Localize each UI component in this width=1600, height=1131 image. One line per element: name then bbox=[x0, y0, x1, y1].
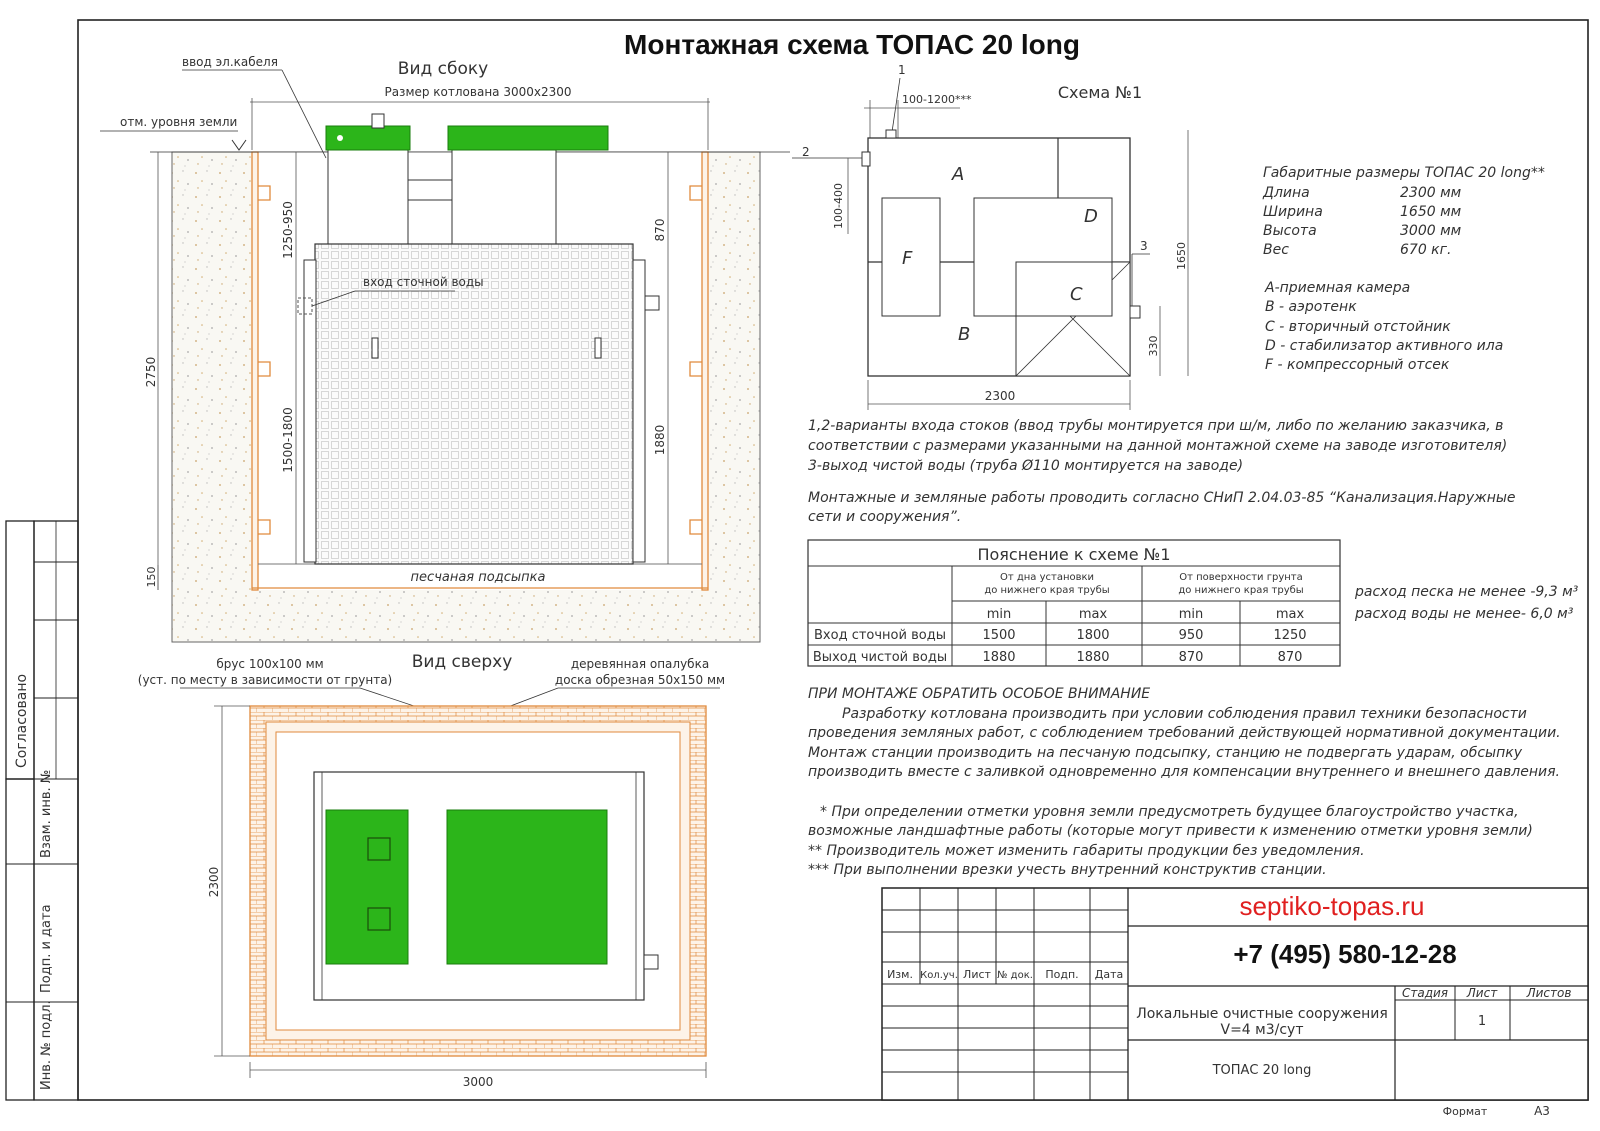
attention-line-2: Монтаж станции производить на песчаную подсыпку, станцию не подвергать ударам, обсыпку bbox=[808, 745, 1522, 761]
site-link[interactable]: septiko-topas.ru bbox=[1239, 891, 1425, 921]
mark-3: 3 bbox=[1140, 239, 1148, 253]
scheme-label: Схема №1 bbox=[1057, 83, 1143, 102]
specs-block bbox=[1262, 165, 1545, 373]
lid-large bbox=[448, 126, 608, 150]
footnote-3: *** При выполнении врезки учесть внутренний конструктив станции. bbox=[808, 862, 1327, 878]
specs-heading: Габаритные размеры ТОПАС 20 long** bbox=[1263, 165, 1545, 181]
inflow-label: вход сточной воды bbox=[363, 275, 484, 289]
attention-line-3: производить вместе с заливкой одновременно для компенсации внутреннего и внешнего давления. bbox=[808, 764, 1560, 780]
table-title: Пояснение к схеме №1 bbox=[977, 545, 1171, 564]
dim-2300-scheme: 2300 bbox=[984, 389, 1016, 403]
spec-name-2: Высота bbox=[1263, 223, 1317, 239]
stamp-col-3: № док. bbox=[997, 970, 1033, 981]
spec-name-1: Ширина bbox=[1263, 204, 1323, 220]
sheet-number: 1 bbox=[1477, 1014, 1487, 1029]
footnote-0: * При определении отметки уровня земли предусмотреть будущее благоустройство участка, bbox=[820, 804, 1519, 820]
dim-1880: 1880 bbox=[653, 424, 667, 456]
stamp-col-5: Дата bbox=[1094, 968, 1124, 981]
row1-v0: 1880 bbox=[982, 650, 1016, 665]
soil-bottom bbox=[172, 590, 760, 642]
dim-100-1200: 100-1200*** bbox=[902, 93, 972, 106]
lid-top-small bbox=[326, 810, 408, 964]
spec-value-3: 670 кг. bbox=[1400, 242, 1452, 258]
zone-a: A bbox=[952, 164, 965, 185]
spec-value-1: 1650 мм bbox=[1400, 204, 1462, 220]
note2-line-0: Монтажные и земляные работы проводить согласно СНиП 2.04.03-85 “Канализация.Наружные bbox=[808, 490, 1516, 506]
notes-block bbox=[808, 418, 1516, 525]
row-label-1: Выход чистой воды bbox=[812, 650, 948, 665]
board-label: доска обрезная 50х150 мм bbox=[554, 673, 726, 687]
beam-note: (уст. по месту в зависимости от грунта) bbox=[137, 673, 393, 687]
row1-v1: 1880 bbox=[1076, 650, 1110, 665]
sign-date-label: Подп. и дата bbox=[39, 904, 54, 993]
zone-f: F bbox=[902, 248, 913, 269]
spec-name-3: Вес bbox=[1263, 242, 1289, 258]
page-title: Монтажная схема ТОПАС 20 long bbox=[624, 29, 1080, 60]
legend-c: C - вторичный отстойник bbox=[1265, 319, 1451, 335]
soil-left bbox=[172, 152, 252, 642]
sand-consumption: расход песка не менее -9,3 м³ bbox=[1355, 584, 1579, 600]
mark-2: 2 bbox=[802, 145, 810, 159]
note1-line-2: 3-выход чистой воды (труба Ø110 монтируется на заводе) bbox=[808, 458, 1244, 474]
desc-line-2: V=4 м3/сут bbox=[1220, 1022, 1304, 1038]
phone-number[interactable]: +7 (495) 580-12-28 bbox=[1233, 939, 1457, 969]
format-value: А3 bbox=[1534, 1104, 1550, 1118]
stage-label: Стадия bbox=[1401, 986, 1449, 1000]
approved-label: Согласовано bbox=[14, 673, 30, 768]
inv-no-label: Инв. № подл. bbox=[39, 1000, 54, 1090]
explanation-table bbox=[808, 540, 1340, 666]
stamp-col-1: Кол.уч. bbox=[920, 970, 958, 981]
scheme-1 bbox=[792, 63, 1188, 410]
beam-label: брус 100х100 мм bbox=[216, 657, 324, 671]
sheets-label: Листов bbox=[1526, 986, 1572, 1000]
spec-value-0: 2300 мм bbox=[1400, 185, 1462, 201]
attention-line-0: Разработку котлована производить при условии соблюдения правил техники безопасности bbox=[842, 706, 1527, 722]
dim-2300-top: 2300 bbox=[207, 866, 221, 898]
note1-line-0: 1,2-варианты входа стоков (ввод трубы монтируется при ш/м, либо по желанию заказчика, в bbox=[808, 418, 1504, 434]
footnote-1: возможные ландшафтные работы (которые могут привести к изменению отметки уровня земли) bbox=[808, 823, 1533, 839]
legend-b: B - аэротенк bbox=[1265, 299, 1357, 315]
row1-v2: 870 bbox=[1178, 650, 1204, 665]
group2-line-1: до нижнего края трубы bbox=[1178, 585, 1304, 596]
water-consumption: расход воды не менее- 6,0 м³ bbox=[1355, 606, 1574, 622]
sand-bed-label: песчаная подсыпка bbox=[410, 570, 546, 585]
stamp-col-0: Изм. bbox=[887, 968, 913, 981]
zone-d: D bbox=[1084, 206, 1098, 227]
spec-name-0: Длина bbox=[1263, 185, 1310, 201]
format-label: Формат bbox=[1442, 1105, 1488, 1118]
attention-heading: ПРИ МОНТАЖЕ ОБРАТИТЬ ОСОБОЕ ВНИМАНИЕ bbox=[808, 686, 1151, 702]
group1-line-1: до нижнего края трубы bbox=[984, 585, 1110, 596]
top-view-label: Вид сверху bbox=[411, 652, 513, 672]
sub-min-2: min bbox=[1178, 607, 1204, 622]
group2-line-0: От поверхности грунта bbox=[1179, 572, 1303, 583]
attention-block bbox=[808, 686, 1561, 780]
desc-line-1: Локальные очистные сооружения bbox=[1136, 1006, 1388, 1022]
footnotes-block bbox=[808, 804, 1533, 878]
footnote-2: ** Производитель может изменить габариты продукции без уведомления. bbox=[808, 843, 1365, 859]
note2-line-1: сети и сооружения”. bbox=[808, 509, 962, 525]
row0-v1: 1800 bbox=[1076, 628, 1110, 643]
legend-d: D - стабилизатор активного ила bbox=[1265, 338, 1504, 354]
station-body bbox=[315, 244, 633, 564]
sub-min-1: min bbox=[986, 607, 1012, 622]
side-view-label: Вид сбоку bbox=[397, 59, 489, 79]
dim-1650: 1650 bbox=[1175, 242, 1188, 270]
stamp-col-4: Подп. bbox=[1045, 968, 1079, 981]
replace-inv-label: Взам. инв. № bbox=[39, 769, 54, 858]
lid-top-large bbox=[447, 810, 607, 964]
dim-2750: 2750 bbox=[144, 356, 158, 388]
formwork-label: деревянная опалубка bbox=[570, 657, 710, 671]
legend-a: А-приемная камера bbox=[1265, 280, 1411, 296]
stamp-col-2: Лист bbox=[963, 968, 991, 981]
dim-1250-950: 1250-950 bbox=[281, 201, 295, 259]
zone-b: B bbox=[958, 324, 971, 345]
dim-100-400: 100-400 bbox=[832, 183, 845, 229]
zone-c: C bbox=[1070, 284, 1083, 305]
group1-line-0: От дна установки bbox=[999, 572, 1095, 583]
spec-value-2: 3000 мм bbox=[1400, 223, 1462, 239]
legend-f: F - компрессорный отсек bbox=[1265, 357, 1450, 373]
note1-line-1: соответствии с размерами указанными на данной монтажной схеме на заводе изготовителя) bbox=[808, 438, 1508, 454]
dim-3000: 3000 bbox=[462, 1075, 494, 1089]
dim-870: 870 bbox=[653, 218, 667, 242]
title-block bbox=[882, 888, 1588, 1100]
product-name: ТОПАС 20 long bbox=[1212, 1063, 1312, 1078]
ground-level-label: отм. уровня земли bbox=[120, 115, 238, 129]
dim-330: 330 bbox=[1147, 335, 1160, 357]
top-view bbox=[138, 652, 725, 1089]
mark-1: 1 bbox=[898, 63, 906, 77]
row0-v0: 1500 bbox=[982, 628, 1016, 643]
row1-v3: 870 bbox=[1277, 650, 1303, 665]
dim-1500-1800: 1500-1800 bbox=[281, 407, 295, 473]
approval-strip bbox=[6, 521, 78, 1100]
formwork-right bbox=[702, 152, 708, 590]
dim-150: 150 bbox=[145, 566, 158, 588]
pit-size-label: Размер котлована 3000х2300 bbox=[384, 85, 572, 99]
sheet-label: Лист bbox=[1466, 986, 1498, 1000]
attention-line-1: проведения земляных работ, с соблюдением требований действующей нормативной документации. bbox=[808, 725, 1561, 741]
row-label-0: Вход сточной воды bbox=[814, 628, 946, 643]
row0-v3: 1250 bbox=[1273, 628, 1307, 643]
sub-max-2: max bbox=[1275, 607, 1305, 622]
sub-max-1: max bbox=[1078, 607, 1108, 622]
row0-v2: 950 bbox=[1178, 628, 1204, 643]
side-view bbox=[100, 55, 790, 642]
soil-right bbox=[708, 152, 760, 642]
cable-entry-label: ввод эл.кабеля bbox=[182, 55, 278, 69]
formwork-left bbox=[252, 152, 258, 590]
